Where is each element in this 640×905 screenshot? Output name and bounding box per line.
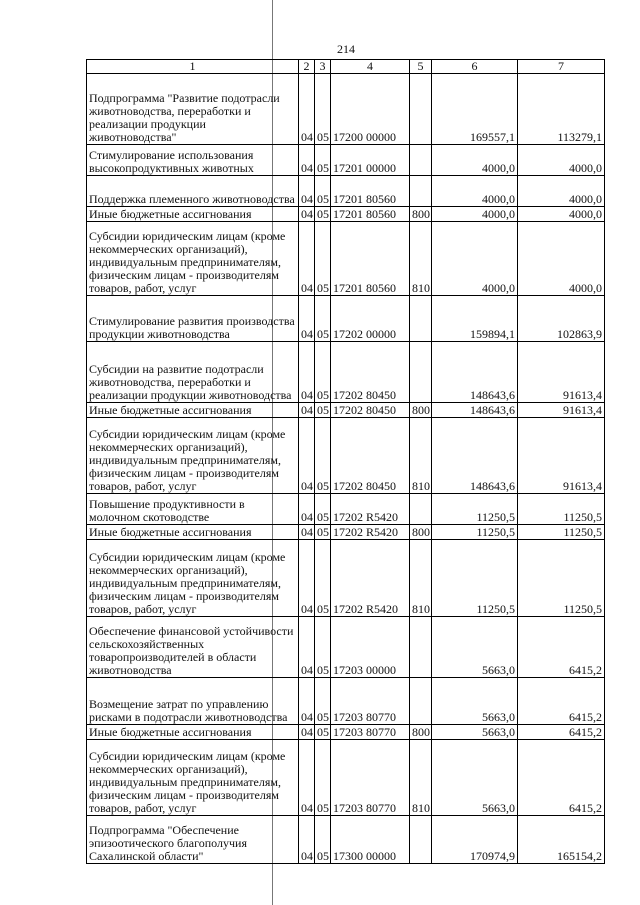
- code-section: 04: [299, 525, 315, 540]
- amount-col7: 6415,2: [518, 617, 605, 678]
- code-expense-type: 810: [410, 418, 432, 494]
- code-section: 04: [299, 342, 315, 403]
- code-section: 04: [299, 403, 315, 418]
- row-name: Субсидии на развитие подотрасли животноводства, переработки и реализации продукции животноводства: [87, 342, 299, 403]
- amount-col7: 4000,0: [518, 222, 605, 296]
- amount-col6: 11250,5: [432, 540, 518, 617]
- amount-col6: 148643,6: [432, 403, 518, 418]
- code-expense-type: [410, 617, 432, 678]
- row-name: Поддержка племенного животноводства: [87, 176, 299, 207]
- row-name: Иные бюджетные ассигнования: [87, 725, 299, 740]
- amount-col6: 148643,6: [432, 342, 518, 403]
- table-row: [87, 403, 605, 418]
- code-expense-type: 800: [410, 403, 432, 418]
- amount-col7: 102863,9: [518, 296, 605, 342]
- amount-col7: 91613,4: [518, 342, 605, 403]
- amount-col7: 6415,2: [518, 725, 605, 740]
- code-subsection: 05: [315, 678, 331, 725]
- code-subsection: 05: [315, 540, 331, 617]
- code-target: 17203 80770: [331, 678, 410, 725]
- code-expense-type: [410, 74, 432, 145]
- code-expense-type: [410, 342, 432, 403]
- code-subsection: 05: [315, 403, 331, 418]
- code-subsection: 05: [315, 296, 331, 342]
- code-expense-type: 800: [410, 725, 432, 740]
- code-target: 17201 80560: [331, 176, 410, 207]
- code-subsection: 05: [315, 494, 331, 525]
- column-header: 2: [299, 60, 315, 74]
- row-name: Подпрограмма "Развитие подотрасли животноводства, переработки и реализации продукции животноводства": [87, 74, 299, 145]
- code-subsection: 05: [315, 816, 331, 864]
- row-name: Субсидии юридическим лицам (кроме некоммерческих организаций), индивидуальным предпринимателям, физическим лицам - производителям товаров, работ, услуг: [87, 418, 299, 494]
- amount-col6: 169557,1: [432, 74, 518, 145]
- table-row: [87, 342, 605, 403]
- amount-col7: 6415,2: [518, 678, 605, 725]
- table-row: [87, 816, 605, 864]
- code-target: 17201 00000: [331, 145, 410, 176]
- amount-col7: 11250,5: [518, 525, 605, 540]
- amount-col7: 4000,0: [518, 176, 605, 207]
- code-expense-type: [410, 678, 432, 725]
- code-target: 17203 80770: [331, 740, 410, 816]
- table-row: [87, 740, 605, 816]
- row-name: Стимулирование использования высокопродуктивных животных: [87, 145, 299, 176]
- code-expense-type: [410, 176, 432, 207]
- row-name: Субсидии юридическим лицам (кроме некоммерческих организаций), индивидуальным предпринимателям, физическим лицам - производителям товаров, работ, услуг: [87, 540, 299, 617]
- table-row: [87, 222, 605, 296]
- table-row: [87, 525, 605, 540]
- row-name: Повышение продуктивности в молочном скотоводстве: [87, 494, 299, 525]
- code-expense-type: 800: [410, 525, 432, 540]
- code-target: 17202 80450: [331, 418, 410, 494]
- page-number: 214: [337, 42, 355, 56]
- code-section: 04: [299, 74, 315, 145]
- code-target: 17203 00000: [331, 617, 410, 678]
- code-section: 04: [299, 494, 315, 525]
- table-row: [87, 418, 605, 494]
- code-subsection: 05: [315, 222, 331, 296]
- amount-col7: 4000,0: [518, 145, 605, 176]
- amount-col6: 159894,1: [432, 296, 518, 342]
- table-row: [87, 494, 605, 525]
- table-header-row: [87, 60, 605, 74]
- amount-col6: 4000,0: [432, 207, 518, 222]
- code-subsection: 05: [315, 342, 331, 403]
- code-target: 17202 80450: [331, 403, 410, 418]
- amount-col6: 4000,0: [432, 176, 518, 207]
- code-target: 17201 80560: [331, 207, 410, 222]
- code-expense-type: 800: [410, 207, 432, 222]
- table-row: [87, 678, 605, 725]
- amount-col7: 165154,2: [518, 816, 605, 864]
- code-section: 04: [299, 222, 315, 296]
- column-header: 4: [331, 60, 410, 74]
- amount-col7: 11250,5: [518, 540, 605, 617]
- code-expense-type: [410, 816, 432, 864]
- code-subsection: 05: [315, 725, 331, 740]
- amount-col6: 4000,0: [432, 222, 518, 296]
- code-target: 17202 R5420: [331, 494, 410, 525]
- code-subsection: 05: [315, 176, 331, 207]
- row-name: Иные бюджетные ассигнования: [87, 207, 299, 222]
- code-expense-type: [410, 296, 432, 342]
- table-row: [87, 176, 605, 207]
- amount-col7: 113279,1: [518, 74, 605, 145]
- code-target: 17200 00000: [331, 74, 410, 145]
- code-target: 17202 00000: [331, 296, 410, 342]
- amount-col7: 91613,4: [518, 418, 605, 494]
- column-header: 3: [315, 60, 331, 74]
- amount-col6: 5663,0: [432, 725, 518, 740]
- code-subsection: 05: [315, 145, 331, 176]
- column-header: 5: [410, 60, 432, 74]
- code-section: 04: [299, 725, 315, 740]
- code-subsection: 05: [315, 74, 331, 145]
- code-expense-type: [410, 145, 432, 176]
- row-name: Иные бюджетные ассигнования: [87, 525, 299, 540]
- budget-table: [86, 59, 605, 864]
- code-section: 04: [299, 678, 315, 725]
- code-expense-type: 810: [410, 540, 432, 617]
- column-header: 1: [87, 60, 299, 74]
- code-section: 04: [299, 176, 315, 207]
- code-subsection: 05: [315, 207, 331, 222]
- code-target: 17203 80770: [331, 725, 410, 740]
- table-row: [87, 74, 605, 145]
- table-row: [87, 617, 605, 678]
- code-subsection: 05: [315, 525, 331, 540]
- amount-col6: 170974,9: [432, 816, 518, 864]
- amount-col6: 4000,0: [432, 145, 518, 176]
- code-section: 04: [299, 816, 315, 864]
- code-expense-type: 810: [410, 740, 432, 816]
- amount-col7: 6415,2: [518, 740, 605, 816]
- row-name: Обеспечение финансовой устойчивости сельскохозяйственных товаропроизводителей в области животноводства: [87, 617, 299, 678]
- code-section: 04: [299, 418, 315, 494]
- code-target: 17300 00000: [331, 816, 410, 864]
- amount-col6: 5663,0: [432, 617, 518, 678]
- code-section: 04: [299, 296, 315, 342]
- code-section: 04: [299, 540, 315, 617]
- table-row: [87, 145, 605, 176]
- column-header: 7: [518, 60, 605, 74]
- row-name: Субсидии юридическим лицам (кроме некоммерческих организаций), индивидуальным предпринимателям, физическим лицам - производителям товаров, работ, услуг: [87, 222, 299, 296]
- amount-col7: 4000,0: [518, 207, 605, 222]
- row-name: Стимулирование развития производства продукции животноводства: [87, 296, 299, 342]
- code-section: 04: [299, 740, 315, 816]
- table-row: [87, 296, 605, 342]
- code-target: 17202 R5420: [331, 525, 410, 540]
- amount-col6: 5663,0: [432, 740, 518, 816]
- amount-col6: 11250,5: [432, 525, 518, 540]
- row-name: Возмещение затрат по управлению рисками в подотрасли животноводства: [87, 678, 299, 725]
- code-section: 04: [299, 145, 315, 176]
- code-section: 04: [299, 617, 315, 678]
- row-name: Субсидии юридическим лицам (кроме некоммерческих организаций), индивидуальным предпринимателям, физическим лицам - производителям товаров, работ, услуг: [87, 740, 299, 816]
- code-target: 17202 R5420: [331, 540, 410, 617]
- amount-col7: 91613,4: [518, 403, 605, 418]
- code-target: 17202 80450: [331, 342, 410, 403]
- code-section: 04: [299, 207, 315, 222]
- row-name: Иные бюджетные ассигнования: [87, 403, 299, 418]
- code-subsection: 05: [315, 418, 331, 494]
- code-subsection: 05: [315, 617, 331, 678]
- amount-col6: 11250,5: [432, 494, 518, 525]
- amount-col6: 5663,0: [432, 678, 518, 725]
- row-name: Подпрограмма "Обеспечение эпизоотического благополучия Сахалинской области": [87, 816, 299, 864]
- amount-col6: 148643,6: [432, 418, 518, 494]
- code-target: 17201 80560: [331, 222, 410, 296]
- code-subsection: 05: [315, 740, 331, 816]
- amount-col7: 11250,5: [518, 494, 605, 525]
- table-row: [87, 725, 605, 740]
- column-header: 6: [432, 60, 518, 74]
- table-row: [87, 540, 605, 617]
- table-row: [87, 207, 605, 222]
- code-expense-type: [410, 494, 432, 525]
- code-expense-type: 810: [410, 222, 432, 296]
